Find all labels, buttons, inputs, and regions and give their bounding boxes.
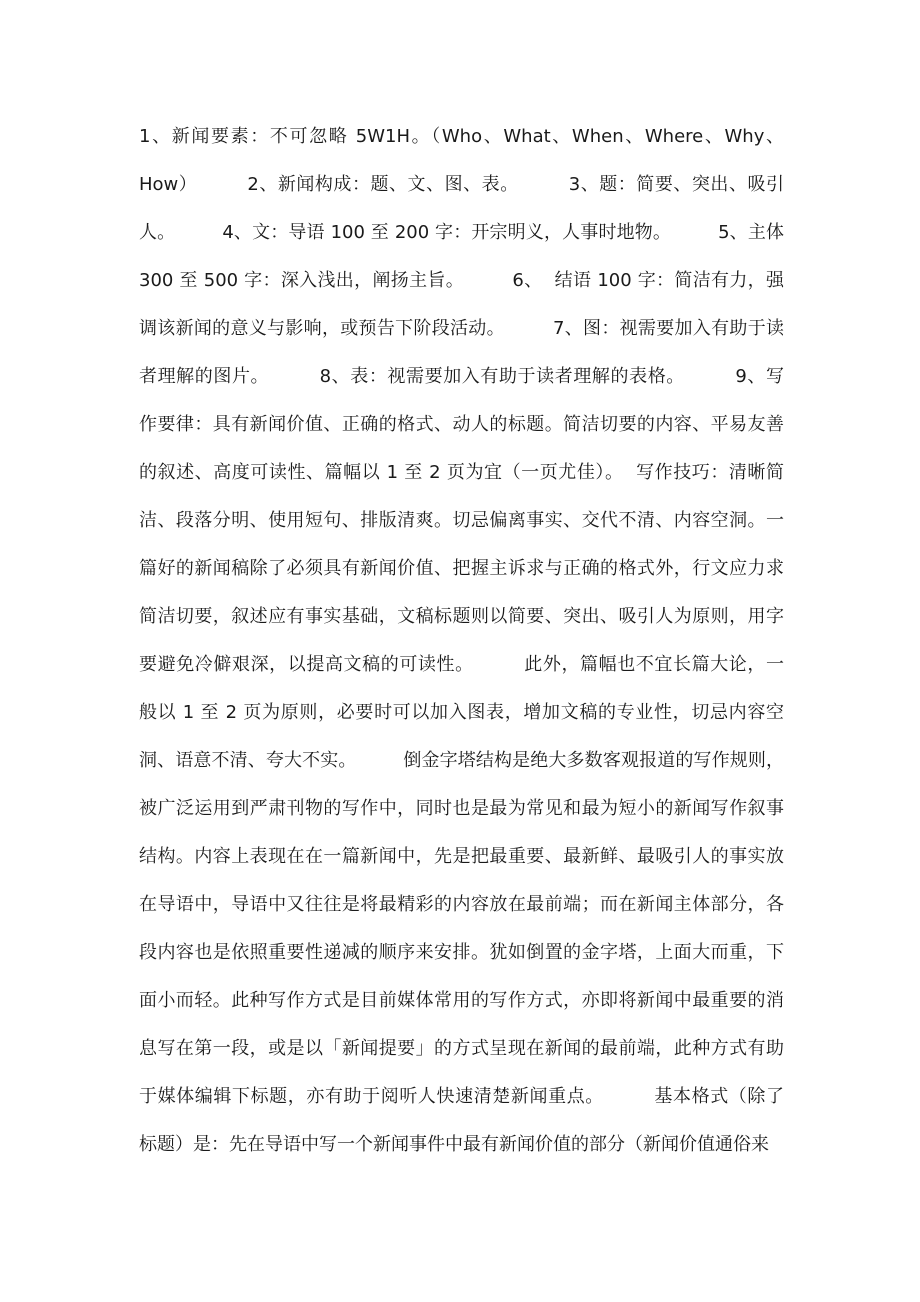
text-line: 结构。内容上表现在在一篇新闻中，先是把最重要、最新鲜、最吸引人的事实放 [139, 846, 784, 867]
text-line: 的叙述、高度可读性、篇幅以 1 至 2 页为宜（一页尤佳）。 写作技巧：清晰简 [139, 462, 784, 483]
text-line: 标题）是：先在导语中写一个新闻事件中最有新闻价值的部分（新闻价值通俗来 [139, 1134, 769, 1155]
text-line: 人。 4、文：导语 100 至 200 字：开宗明义，人事时地物。 5、主体 [139, 222, 784, 243]
text-line: 篇好的新闻稿除了必须具有新闻价值、把握主诉求与正确的格式外，行文应力求 [139, 558, 784, 579]
text-line: 作要律：具有新闻价值、正确的格式、动人的标题。简洁切要的内容、平易友善 [139, 414, 784, 435]
text-line: 300 至 500 字：深入浅出，阐扬主旨。 6、 结语 100 字：简洁有力，强 [139, 270, 784, 291]
text-line: How） 2、新闻构成：题、文、图、表。 3、题：简要、突出、吸引 [139, 174, 784, 195]
text-line: 调该新闻的意义与影响，或预告下阶段活动。 7、图：视需要加入有助于读 [139, 318, 784, 339]
text-line: 段内容也是依照重要性递减的顺序来安排。犹如倒置的金字塔，上面大而重，下 [139, 942, 784, 963]
text-line: 息写在第一段，或是以「新闻提要」的方式呈现在新闻的最前端，此种方式有助 [139, 1038, 784, 1059]
text-line: 要避免冷僻艰深，以提高文稿的可读性。 此外，篇幅也不宜长篇大论，一 [139, 654, 784, 675]
text-line: 在导语中，导语中又往往是将最精彩的内容放在最前端；而在新闻主体部分，各 [139, 894, 784, 915]
text-line: 于媒体编辑下标题，亦有助于阅听人快速清楚新闻重点。 基本格式（除了 [139, 1086, 784, 1107]
text-line: 1、新闻要素：不可忽略 5W1H。（Who、What、When、Where、Why、 [139, 126, 784, 147]
text-line: 洁、段落分明、使用短句、排版清爽。切忌偏离事实、交代不清、内容空洞。一 [139, 510, 784, 531]
text-line: 者理解的图片。 8、表：视需要加入有助于读者理解的表格。 9、写 [139, 366, 784, 387]
text-line: 被广泛运用到严肃刊物的写作中，同时也是最为常见和最为短小的新闻写作叙事 [139, 798, 784, 819]
text-line: 面小而轻。此种写作方式是目前媒体常用的写作方式，亦即将新闻中最重要的消 [139, 990, 784, 1011]
text-line: 洞、语意不清、夸大不实。 倒金字塔结构是绝大多数客观报道的写作规则， [139, 750, 784, 771]
text-line: 简洁切要，叙述应有事实基础，文稿标题则以简要、突出、吸引人为原则，用字 [139, 606, 784, 627]
text-line: 般以 1 至 2 页为原则，必要时可以加入图表，增加文稿的专业性，切忌内容空 [139, 702, 784, 723]
